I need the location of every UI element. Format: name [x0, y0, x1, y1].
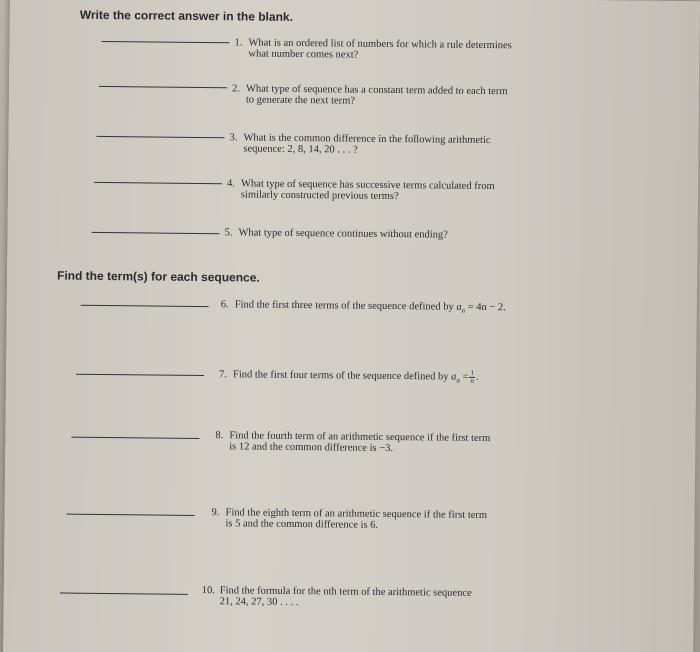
question-text-continued: to generate the next term? — [245, 94, 355, 107]
answer-blank-5[interactable] — [92, 232, 220, 234]
question-text: Find the eighth term of an arithmetic sequence if the first term — [225, 507, 488, 522]
question-number: 7. — [218, 369, 227, 381]
question-4 — [227, 178, 577, 204]
sequence-subscript: n — [461, 306, 466, 315]
question-number: 8. — [215, 430, 224, 442]
answer-blank-10[interactable] — [60, 593, 188, 595]
answer-blank-9[interactable] — [67, 514, 195, 516]
question-number: 5. — [224, 227, 233, 239]
sequence-formula: = 4n − 2. — [467, 301, 506, 314]
question-text: What type of sequence has a constant term added to each term — [245, 83, 508, 98]
question-number: 10. — [201, 585, 215, 597]
question-text-continued: what number comes next? — [248, 48, 359, 61]
question-text: What is the common difference in the following arithmetic — [243, 132, 491, 147]
question-number: 9. — [211, 507, 220, 519]
question-text-continued: is 12 and the common difference is −3. — [229, 441, 394, 455]
question-text-continued: similarly constructed previous terms? — [240, 189, 399, 203]
question-text: What type of sequence continues without ending? — [238, 227, 448, 241]
section-heading-2: Find the term(s) for each sequence. — [56, 268, 260, 285]
question-text-continued: sequence: 2, 8, 14, 20 . . . ? — [243, 143, 358, 156]
equals-sign: = — [462, 371, 469, 383]
question-number: 6. — [220, 299, 229, 311]
question-6 — [221, 299, 601, 318]
question-text: Find the first four terms of the sequence defined by — [232, 369, 449, 383]
question-2 — [232, 83, 582, 109]
fraction — [469, 370, 475, 385]
question-10 — [202, 585, 582, 611]
question-3 — [229, 132, 579, 158]
question-text: What type of sequence has successive terms calculated from — [240, 178, 495, 193]
question-text: Find the first three terms of the sequence defined by — [234, 299, 454, 313]
answer-blank-2[interactable] — [99, 86, 227, 88]
section-heading-1: Write the correct answer in the blank. — [79, 7, 294, 24]
question-9 — [211, 507, 591, 533]
answer-blank-3[interactable] — [97, 136, 225, 138]
question-text: Find the formula for the nth term of the arithmetic sequence — [219, 585, 472, 599]
question-number: 1. — [234, 37, 243, 49]
sequence-subscript: n — [456, 376, 460, 385]
question-5 — [224, 227, 574, 242]
sequence-variable: a — [451, 371, 457, 383]
fraction-denominator: n — [470, 376, 474, 385]
fraction-numerator: 1 — [470, 368, 475, 377]
question-number: 4. — [226, 178, 235, 190]
answer-blank-8[interactable] — [71, 437, 199, 439]
question-text-continued: is 5 and the common difference is 6. — [225, 518, 379, 531]
answer-blank-6[interactable] — [81, 305, 209, 307]
question-text: Find the fourth term of an arithmetic sequence if the first term — [229, 430, 491, 445]
answer-blank-1[interactable] — [102, 41, 230, 43]
worksheet-page — [3, 0, 700, 652]
question-text: What is an ordered list of numbers for which a rule determines — [248, 37, 512, 52]
question-number: 3. — [229, 132, 238, 144]
period: . — [475, 371, 479, 383]
question-1 — [234, 37, 584, 63]
question-number: 2. — [231, 83, 240, 95]
question-text-continued: 21, 24, 27, 30 . . . . — [219, 596, 299, 609]
answer-blank-4[interactable] — [94, 182, 222, 184]
answer-blank-7[interactable] — [76, 374, 204, 376]
question-7 — [219, 367, 599, 388]
question-8 — [215, 430, 595, 456]
sequence-variable: a — [456, 301, 462, 313]
